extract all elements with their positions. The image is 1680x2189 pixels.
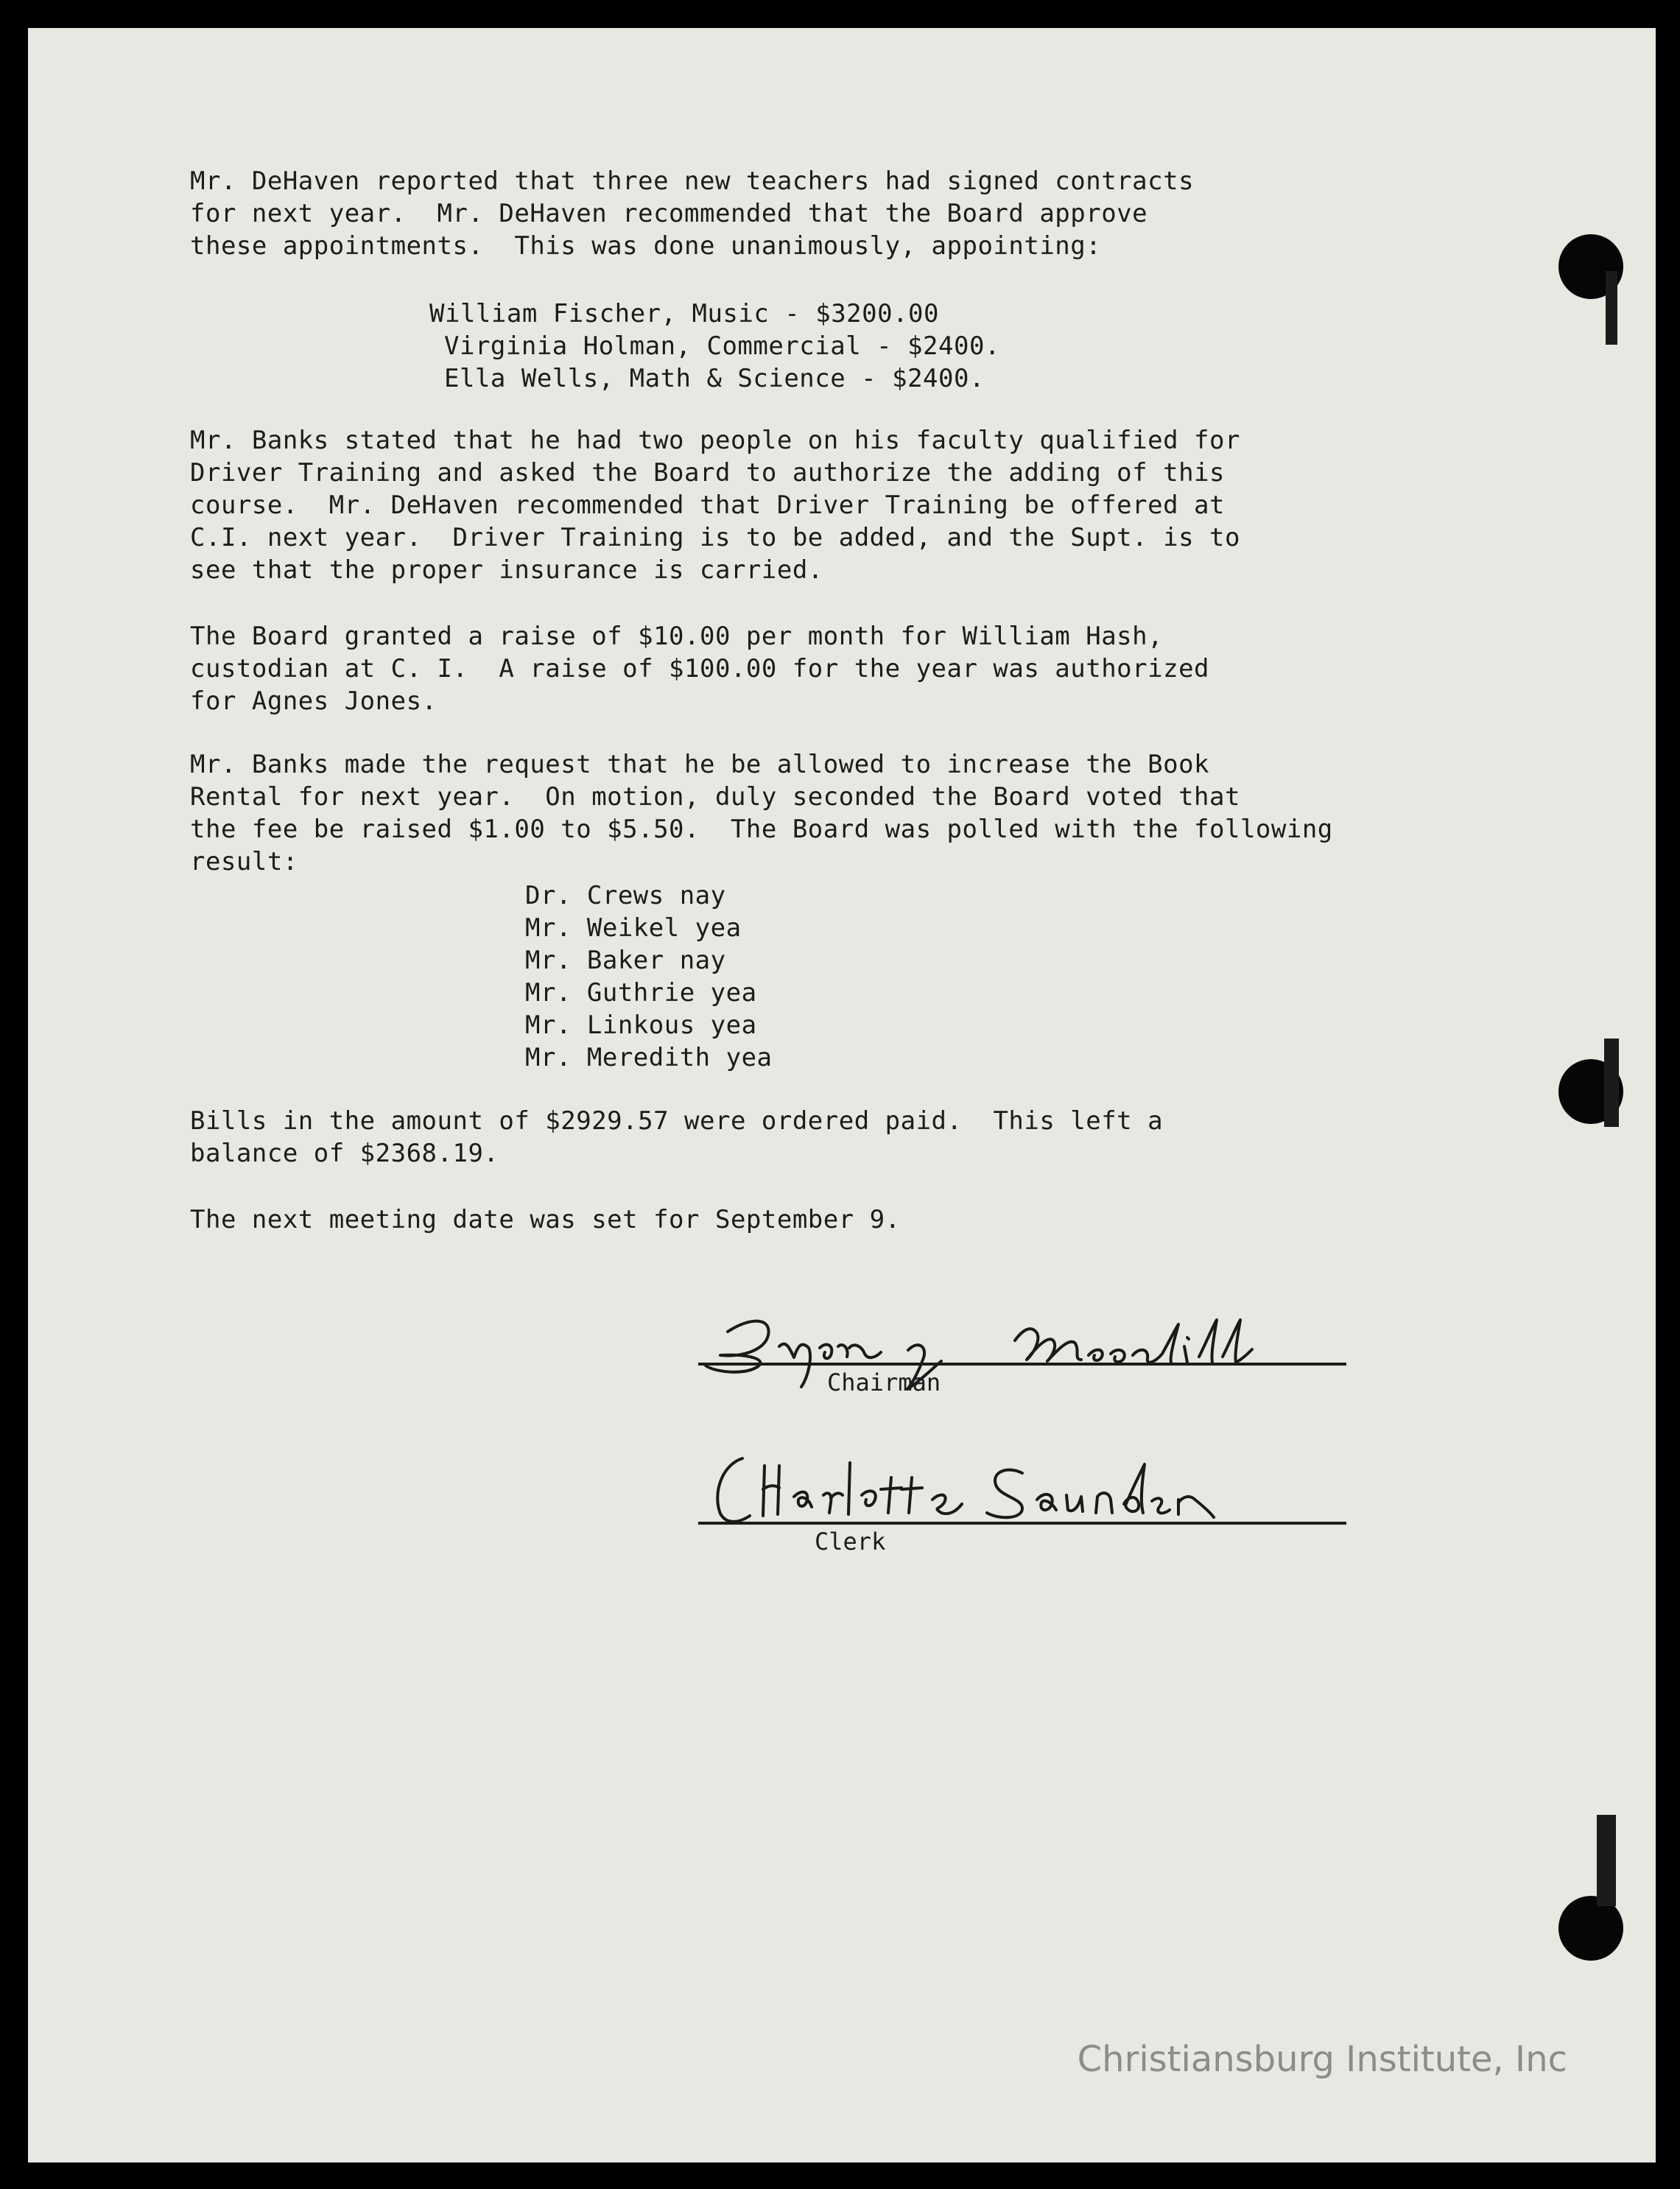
clerk-label: Clerk: [815, 1528, 886, 1556]
poll-vote: Mr. Weikel yea: [525, 913, 742, 943]
poll-results: [525, 879, 1041, 1074]
appointment-item: William Fischer, Music - $3200.00: [429, 299, 940, 328]
text-line: the fee be raised $1.00 to $5.50. The Board was polled with the following: [190, 815, 1333, 844]
chairman-signature: [698, 1295, 1346, 1405]
paragraph-new-teachers: [190, 165, 1442, 262]
text-line: C.I. next year. Driver Training is to be added, and the Supt. is to: [190, 523, 1240, 552]
text-line: course. Mr. DeHaven recommended that Driver Training be offered at: [190, 491, 1225, 520]
appointment-item: Ella Wells, Math & Science - $2400.: [444, 364, 985, 393]
poll-vote: Mr. Meredith yea: [525, 1043, 773, 1072]
clerk-signature-line: [698, 1522, 1346, 1525]
text-line: for next year. Mr. DeHaven recommended that the Board approve: [190, 199, 1148, 228]
text-line: Mr. Banks made the request that he be allowed to increase the Book: [190, 750, 1210, 779]
text-line: Rental for next year. On motion, duly seconded the Board voted that: [190, 782, 1240, 812]
binder-notch-middle: [1604, 1039, 1619, 1127]
text-line: The Board granted a raise of $10.00 per month for William Hash,: [190, 622, 1164, 651]
poll-vote: Mr. Guthrie yea: [525, 978, 757, 1008]
appointment-item: Virginia Holman, Commercial - $2400.: [444, 331, 1000, 361]
binder-notch-bottom: [1597, 1815, 1616, 1906]
paragraph-raises: [190, 620, 1442, 717]
text-line: Bills in the amount of $2929.57 were ordered paid. This left a: [190, 1106, 1164, 1136]
text-line: Driver Training and asked the Board to authorize the adding of this: [190, 458, 1225, 488]
archive-watermark: Christiansburg Institute, Inc: [1077, 2039, 1567, 2080]
poll-vote: Dr. Crews nay: [525, 881, 726, 910]
chairman-label: Chairman: [827, 1368, 941, 1396]
binder-notch-top: [1606, 271, 1617, 345]
paragraph-driver-training: [190, 424, 1442, 586]
text-line: balance of $2368.19.: [190, 1139, 499, 1168]
poll-vote: Mr. Baker nay: [525, 946, 726, 975]
text-line: these appointments. This was done unanimously, appointing:: [190, 231, 1102, 261]
paragraph-bills: [190, 1105, 1442, 1170]
text-line: result:: [190, 847, 298, 876]
text-line: custodian at C. I. A raise of $100.00 for the year was authorized: [190, 654, 1210, 684]
appointments-list: [429, 298, 1092, 395]
text-line: for Agnes Jones.: [190, 686, 437, 716]
chairman-signature-line: [698, 1363, 1346, 1366]
paragraph-next-meeting: [190, 1204, 1442, 1236]
text-line: The next meeting date was set for September 9.: [190, 1205, 901, 1234]
text-line: see that the proper insurance is carried.: [190, 555, 823, 585]
document-page: [28, 28, 1656, 2162]
clerk-signature-block: [698, 1436, 1346, 1569]
text-line: Mr. Banks stated that he had two people on his faculty qualified for: [190, 426, 1240, 455]
chairman-signature-block: [698, 1295, 1346, 1413]
clerk-signature: [698, 1436, 1346, 1547]
poll-vote: Mr. Linkous yea: [525, 1011, 757, 1040]
text-line: Mr. DeHaven reported that three new teachers had signed contracts: [190, 166, 1195, 196]
paragraph-book-rental: [190, 748, 1442, 878]
